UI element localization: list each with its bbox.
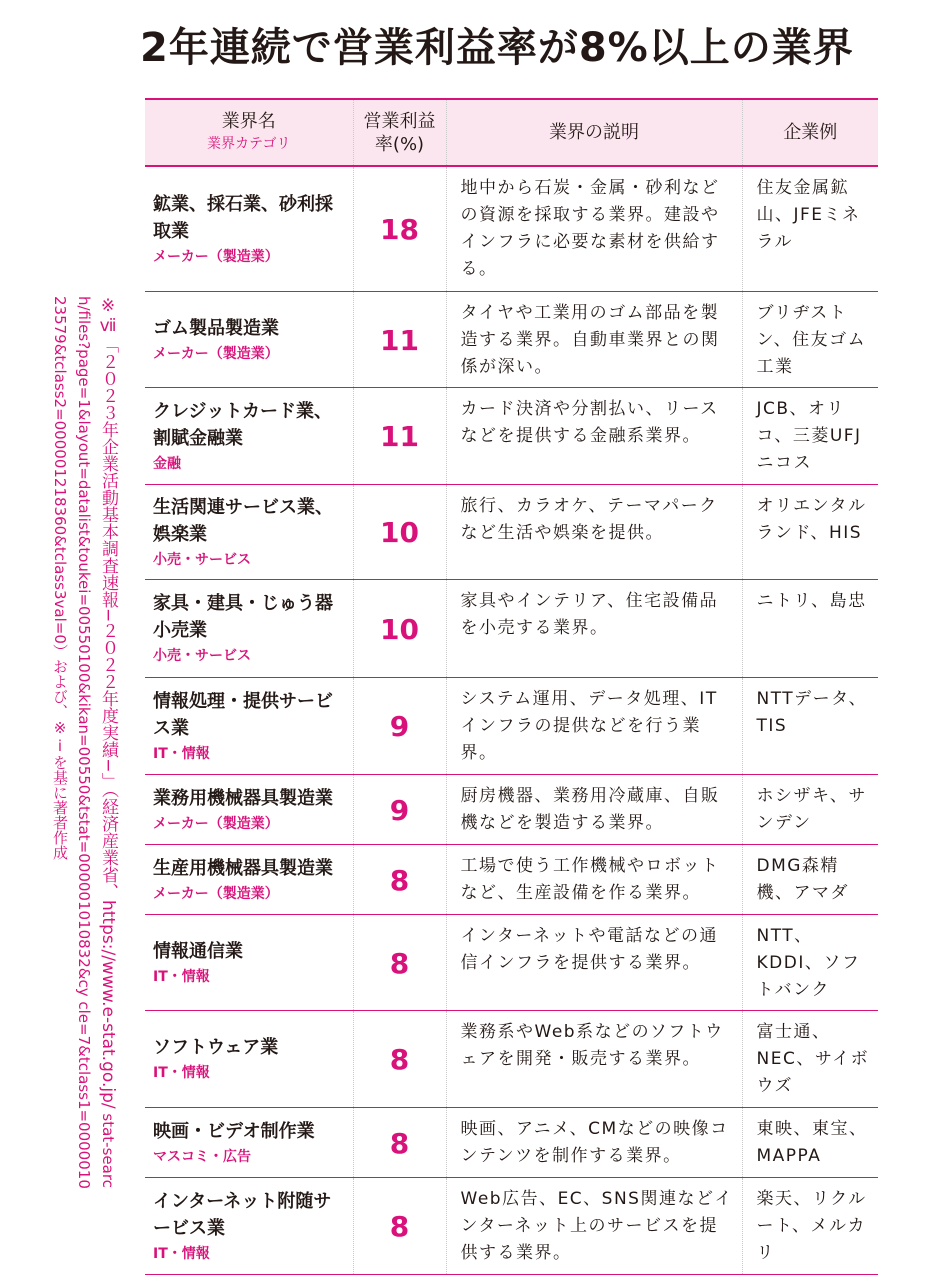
- rate-cell: 8: [353, 914, 446, 1010]
- table-row: [145, 387, 878, 484]
- industry-name: 生産用機械器具製造業: [153, 857, 333, 879]
- industry-cell: [145, 774, 353, 844]
- industry-category: IT・情報: [153, 745, 210, 762]
- page-title: 2年連続で営業利益率が8%以上の業界: [140, 25, 854, 71]
- industry-category: IT・情報: [153, 968, 210, 985]
- industry-name: 家具・建具・じゅう器小売業: [153, 593, 333, 641]
- industry-category: メーカー（製造業）: [153, 345, 279, 362]
- industry-name: 業務用機械器具製造業: [153, 787, 333, 809]
- examples-cell: 住友金属鉱山、JFEミネラル: [742, 166, 878, 291]
- industry-category: IT・情報: [153, 1245, 210, 1262]
- industry-name: 情報通信業: [153, 940, 243, 962]
- description-cell: インターネットや電話などの通信インフラを提供する業界。: [446, 914, 742, 1010]
- source-note-line-1: ※ⅶ「２０２３年企業活動基本調査速報−２０２２年度実績−」（経済産業省、https://www.e-stat.go.jp/: [98, 296, 118, 1109]
- industry-cell: [145, 844, 353, 914]
- industry-cell: [145, 914, 353, 1010]
- rate-cell: 8: [353, 1107, 446, 1177]
- header-industry: [145, 99, 353, 166]
- industry-category: メーカー（製造業）: [153, 815, 279, 832]
- examples-cell: ホシザキ、サンデン: [742, 774, 878, 844]
- industry-cell: [145, 387, 353, 484]
- industry-cell: [145, 1177, 353, 1274]
- rate-cell: 11: [353, 387, 446, 484]
- description-cell: システム運用、データ処理、ITインフラの提供などを行う業界。: [446, 677, 742, 774]
- examples-cell: ブリヂストン、住友ゴム工業: [742, 291, 878, 387]
- rate-cell: 9: [353, 677, 446, 774]
- industry-cell: [145, 291, 353, 387]
- table-row: [145, 844, 878, 914]
- description-cell: 旅行、カラオケ、テーマパークなど生活や娯楽を提供。: [446, 484, 742, 579]
- table-header-row: [145, 99, 878, 166]
- examples-cell: 楽天、リクルート、メルカリ: [742, 1177, 878, 1274]
- rate-cell: 11: [353, 291, 446, 387]
- examples-cell: NTT、KDDI、ソフトバンク: [742, 914, 878, 1010]
- industry-cell: [145, 166, 353, 291]
- table-row: [145, 774, 878, 844]
- description-cell: 工場で使う工作機械やロボットなど、生産設備を作る業界。: [446, 844, 742, 914]
- industry-name: 鉱業、採石業、砂利採取業: [153, 193, 333, 242]
- table-row: [145, 1010, 878, 1107]
- industry-name: クレジットカード業、割賦金融業: [153, 400, 333, 449]
- description-cell: 業務系やWeb系などのソフトウェアを開発・販売する業界。: [446, 1010, 742, 1107]
- header-rate: 営業利益率(%): [353, 99, 446, 166]
- industry-category: メーカー（製造業）: [153, 248, 279, 265]
- industry-name: 情報処理・提供サービス業: [153, 690, 333, 739]
- rate-cell: 8: [353, 1177, 446, 1274]
- examples-cell: DMG森精機、アマダ: [742, 844, 878, 914]
- examples-cell: オリエンタルランド、HIS: [742, 484, 878, 579]
- source-note-line-3: cle=7&tclass1=000001023579&tclass2=000001218360&tclass3val=0）および、※ⅰを基に著者作成: [51, 296, 93, 1189]
- rate-cell: 8: [353, 1010, 446, 1107]
- examples-cell: NTTデータ、TIS: [742, 677, 878, 774]
- table-row: [145, 291, 878, 387]
- industry-category: 小売・サービス: [153, 551, 251, 568]
- description-cell: 地中から石炭・金属・砂利などの資源を採取する業界。建設やインフラに必要な素材を供給する。: [446, 166, 742, 291]
- industry-cell: [145, 677, 353, 774]
- description-cell: カード決済や分割払い、リースなどを提供する金融系業界。: [446, 387, 742, 484]
- industry-category: 金融: [153, 455, 181, 472]
- table-row: [145, 1177, 878, 1274]
- industry-cell: [145, 579, 353, 677]
- industry-cell: [145, 1010, 353, 1107]
- industry-name: ゴム製品製造業: [153, 317, 279, 339]
- industry-name: 映画・ビデオ制作業: [153, 1120, 315, 1142]
- industry-name: インターネット附随サービス業: [153, 1190, 332, 1239]
- table-row: [145, 166, 878, 291]
- rate-cell: 18: [353, 166, 446, 291]
- examples-cell: 富士通、NEC、サイボウズ: [742, 1010, 878, 1107]
- examples-cell: 東映、東宝、MAPPA: [742, 1107, 878, 1177]
- industry-category: メーカー（製造業）: [153, 885, 279, 902]
- industry-category: 小売・サービス: [153, 648, 251, 664]
- source-note: [40, 296, 120, 1196]
- description-cell: Web広告、EC、SNS関連などインターネット上のサービスを提供する業界。: [446, 1177, 742, 1274]
- examples-cell: JCB、オリコ、三菱UFJニコス: [742, 387, 878, 484]
- rate-cell: 8: [353, 844, 446, 914]
- industry-category: IT・情報: [153, 1065, 210, 1081]
- rate-cell: 10: [353, 484, 446, 579]
- table-row: [145, 914, 878, 1010]
- industry-table: [145, 98, 878, 1275]
- header-description: 業界の説明: [446, 99, 742, 166]
- industry-name: ソフトウェア業: [153, 1037, 279, 1058]
- industry-cell: [145, 484, 353, 579]
- description-cell: 厨房機器、業務用冷蔵庫、自販機などを製造する業界。: [446, 774, 742, 844]
- table-row: [145, 1107, 878, 1177]
- header-industry-label: 業界名: [221, 110, 276, 132]
- rate-cell: 9: [353, 774, 446, 844]
- table-row: [145, 484, 878, 579]
- table-row: [145, 579, 878, 677]
- industry-name: 生活関連サービス業、娯楽業: [153, 496, 333, 545]
- description-cell: タイヤや工業用のゴム部品を製造する業界。自動車業界との関係が深い。: [446, 291, 742, 387]
- description-cell: 家具やインテリア、住宅設備品を小売する業界。: [446, 579, 742, 677]
- table-row: [145, 677, 878, 774]
- description-cell: 映画、アニメ、CMなどの映像コンテンツを制作する業界。: [446, 1107, 742, 1177]
- rate-cell: 10: [353, 579, 446, 677]
- source-note-line-2: stat-search/files?page=1&layout=datalist&toukei=00550100&kikan=00550&tstat=000001010832&cy: [75, 296, 117, 1188]
- header-category-label: 業界カテゴリ: [207, 135, 291, 152]
- industry-category: マスコミ・広告: [153, 1148, 251, 1165]
- industry-cell: [145, 1107, 353, 1177]
- examples-cell: ニトリ、島忠: [742, 579, 878, 677]
- header-examples: 企業例: [742, 99, 878, 166]
